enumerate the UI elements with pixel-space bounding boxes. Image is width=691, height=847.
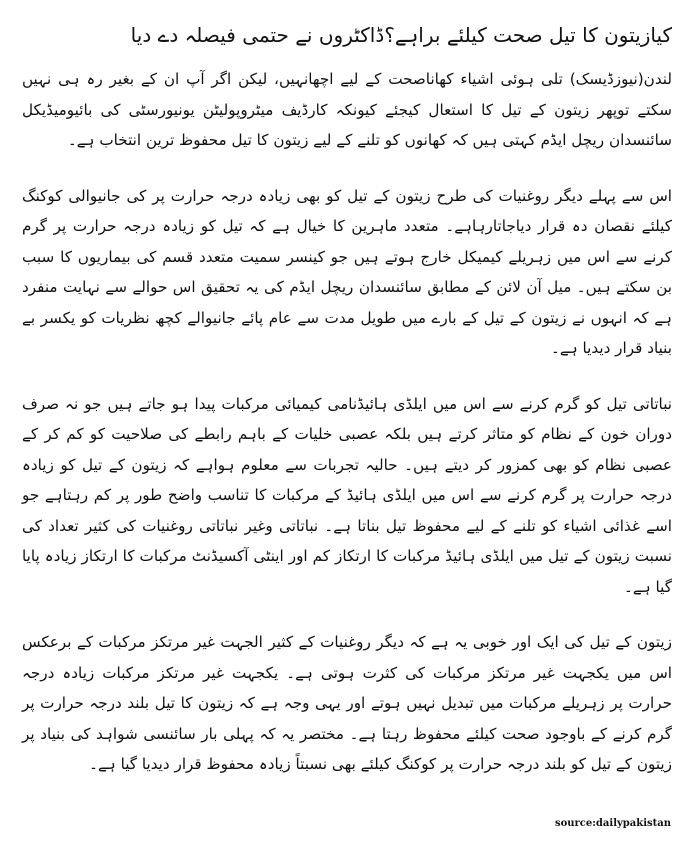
article-paragraph-3: نباتاتی تیل کو گرم کرنے سے اس میں ایلڈی ہائیڈنامی کیمیائی مرکبات پیدا ہو جاتے ہیں جو نہ صرف دوران خون کے نظام کو متاثر کرتے ہیں بلکہ عصبی خلیات کے باہم رابطے کی صلاحیت کو کم کر کے عصبی نظام کو بھی کمزور کر دیتے ہیں۔ حالیہ تجربات سے معلوم ہواہے کہ زیتون کے تیل کو زیادہ درجہ حرارت پر گرم کرنے سے اس میں ایلڈی ہائیڈ کے مرکبات کا تناسب واضح طور پر کم رہتاہے جو اسے غذائی اشیاء کو تلنے کے لیے محفوظ تیل بناتا ہے۔ نباتاتی وغیر نباتاتی روغنیات کی کثیر تعداد کی نسبت زیتون کے تیل میں ایلڈی ہائیڈ مرکبات کا ارتکاز کم اور اینٹی آکسیڈنٹ مرکبات کا ارتکاز زیادہ پایا گیا ہے۔	[22, 394, 672, 596]
article-paragraph-2: اس سے پہلے دیگر روغنیات کی طرح زیتون کے تیل کو بھی زیادہ درجہ حرارت پر کی جانیوالی کوکنگ کیلئے نقصان دہ قرار دیاجاتارہاہے۔ متعدد ماہرین کا خیال ہے کہ تیل کو زیادہ درجہ حرارت پر گرم کرنے سے اس میں زہریلے کیمیکل خارج ہوتے ہیں جو کینسر سمیت متعدد قسم کی بیماریوں کا سبب بن سکتے ہیں۔ میل آن لائن کے مطابق سائنسدان ریچل ایڈم کی یہ تحقیق اس حوالے سے نہایت منفرد ہے کہ انہوں نے زیتون کے تیل کے بارے میں طویل مدت سے عام پائے جانیوالے کچھ نظریات کو یکسر بے بنیاد قرار دیدیا ہے۔	[22, 186, 672, 357]
article-title: کیازیتون کا تیل صحت کیلئے براہے؟ڈاکٹروں نے حتمی فیصلہ دے دیا	[130, 23, 672, 47]
article-paragraph-4: زیتون کے تیل کی ایک اور خوبی یہ ہے کہ دیگر روغنیات کے کثیر الجہت غیر مرتکز مرکبات کے برعکس اس میں یکجہت غیر مرتکز مرکبات کی کثرت ہوتی ہے۔ یکجہت غیر مرتکز مرکبات زیادہ درجہ حرارت پر زہریلے مرکبات میں تبدیل نہیں ہوتے اور یہی وجہ ہے کہ زیتون کا تیل بلند درجہ حرارت پر گرم کرنے کے باوجود صحت کیلئے محفوظ رہتا ہے۔ مختصر یہ کہ پہلی بار سائنسی شواہد کی بنیاد پر زیتون کے تیل کو بلند درجہ حرارت پر کوکنگ کیلئے بھی نسبتاً زیادہ محفوظ قرار دیدیا گیا ہے۔	[22, 633, 672, 773]
source-credit: source:dailypakistan	[554, 818, 671, 829]
article-paragraph-1: لندن(نیوزڈیسک) تلی ہوئی اشیاء کھاناصحت کے لیے اچھانہیں، لیکن اگر آپ ان کے بغیر رہ ہی نہیں سکتے توپھر زیتون کے تیل کا استعال کیجئے کیونکہ کارڈیف میٹروپولیٹن یونیورسٹی کی بائیومیڈیکل سائنسدان ریچل ایڈم کہتی ہیں کہ کھانوں کو تلنے کے لیے زیتون کا تیل محفوظ ترین انتخاب ہے۔	[22, 70, 672, 149]
article	[22, 20, 672, 805]
